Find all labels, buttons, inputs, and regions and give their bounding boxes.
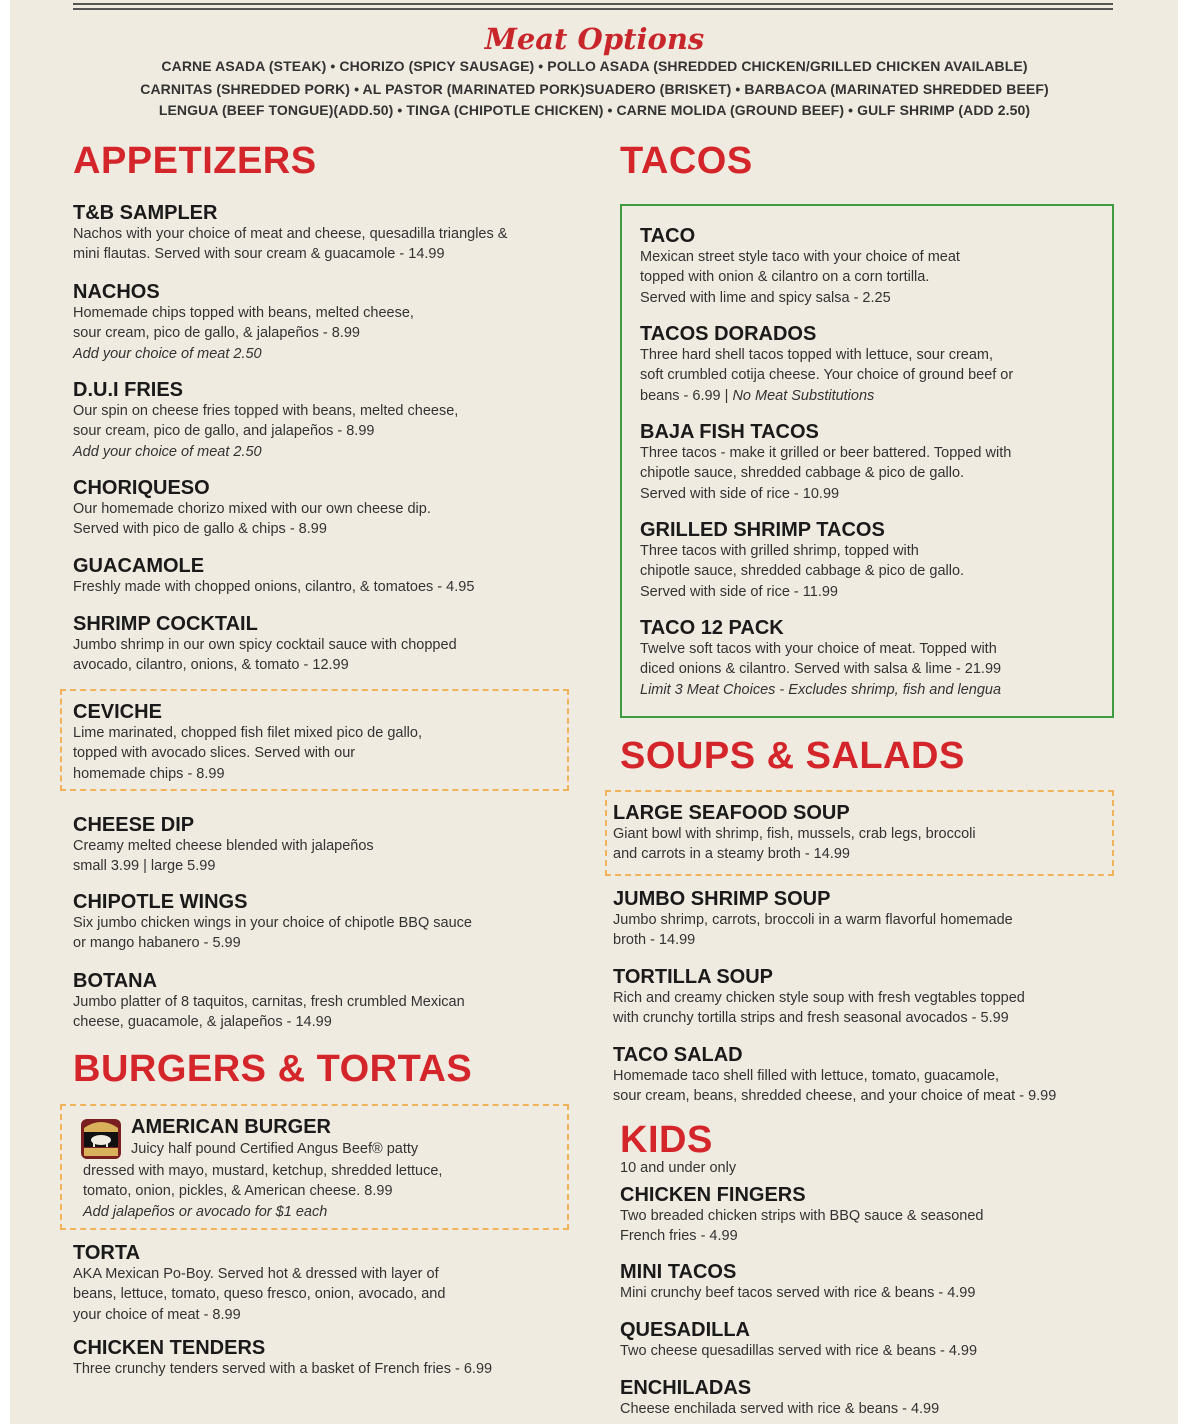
item-desc: Lime marinated, chopped fish filet mixed pico de gallo, — [73, 725, 422, 741]
item-desc: dressed with mayo, mustard, ketchup, shredded lettuce, — [83, 1163, 443, 1179]
item-desc: Three tacos - make it grilled or beer battered. Topped with — [640, 445, 1012, 461]
item-note: Add your choice of meat 2.50 — [73, 443, 262, 460]
meat-options-title: Meat Options — [484, 22, 705, 56]
item-name: CHORIQUESO — [73, 477, 210, 499]
item-name: TORTA — [73, 1242, 141, 1264]
item-desc: diced onions & cilantro. Served with salsa & lime - 21.99 — [640, 661, 1002, 678]
item-name: JUMBO SHRIMP SOUP — [613, 888, 831, 910]
item-desc: soft crumbled cotija cheese. Your choice of ground beef or — [640, 367, 1014, 384]
item-desc: broth - 14.99 — [613, 932, 696, 949]
item-desc-last — [640, 386, 1013, 406]
item-desc: Mini crunchy beef tacos served with rice & beans - 4.99 — [620, 1285, 976, 1301]
item-name: D.U.I FRIES — [73, 379, 184, 401]
item-desc: small 3.99 | large 5.99 — [73, 858, 216, 875]
item-desc: sour cream, beans, shredded cheese, and your choice of meat - 9.99 — [613, 1088, 1057, 1105]
item-desc: sour cream, pico de gallo, and jalapeños - 8.99 — [73, 423, 375, 440]
item-name: CHIPOTLE WINGS — [73, 891, 248, 913]
appetizers-heading: APPETIZERS — [73, 140, 317, 182]
item-desc: French fries - 4.99 — [620, 1228, 738, 1245]
menu-item-botana — [73, 970, 465, 1033]
menu-item-tortilla-soup — [613, 966, 1025, 1029]
menu-item-cheese-dip — [73, 814, 374, 877]
item-desc: Nachos with your choice of meat and cheese, quesadilla triangles & — [73, 226, 508, 242]
menu-item-american-burger-title — [131, 1116, 418, 1159]
item-desc: or mango habanero - 5.99 — [73, 935, 241, 952]
item-note: No Meat Substitutions — [732, 387, 875, 404]
kids-subtitle: 10 and under only — [620, 1160, 737, 1176]
item-name: GRILLED SHRIMP TACOS — [640, 519, 885, 541]
item-desc: Homemade chips topped with beans, melted cheese, — [73, 305, 414, 321]
meat-options-line: CARNE ASADA (STEAK) • CHORIZO (SPICY SAUSAGE) • POLLO ASADA (SHREDDED CHICKEN/GRILLED CHICKEN AVAILABLE) — [161, 58, 1028, 74]
item-name: CHEESE DIP — [73, 814, 195, 836]
item-desc: avocado, cilantro, onions, & tomato - 12.99 — [73, 657, 349, 674]
item-name: TACO 12 PACK — [640, 617, 784, 639]
item-desc: Jumbo shrimp, carrots, broccoli in a warm flavorful homemade — [613, 912, 1013, 928]
item-name: T&B SAMPLER — [73, 202, 218, 224]
menu-item-tb-sampler — [73, 202, 507, 265]
item-name: LARGE SEAFOOD SOUP — [613, 802, 850, 824]
item-name: BOTANA — [73, 970, 158, 992]
top-rule-2 — [73, 8, 1113, 10]
item-desc: and carrots in a steamy broth - 14.99 — [613, 846, 850, 863]
item-desc: Jumbo platter of 8 taquitos, carnitas, fresh crumbled Mexican — [73, 994, 465, 1010]
item-price-text: beans - 6.99 | — [640, 387, 733, 404]
meat-options-line: CARNITAS (SHREDDED PORK) • AL PASTOR (MARINATED PORK)SUADERO (BRISKET) • BARBACOA (MARINATED SHREDDED BEEF) — [140, 81, 1049, 97]
menu-item-nachos — [73, 281, 414, 364]
item-desc: Two breaded chicken strips with BBQ sauce & seasoned — [620, 1208, 984, 1224]
kids-heading: KIDS — [620, 1119, 713, 1161]
menu-item-chicken-fingers — [620, 1184, 984, 1247]
menu-item-taco — [640, 225, 960, 308]
item-desc: Giant bowl with shrimp, fish, mussels, crab legs, broccoli — [613, 826, 976, 842]
item-desc: your choice of meat - 8.99 — [73, 1306, 241, 1323]
item-desc: Three crunchy tenders served with a basket of French fries - 6.99 — [73, 1361, 493, 1377]
menu-item-mini-tacos — [620, 1261, 975, 1303]
soups-salads-heading: SOUPS & SALADS — [620, 735, 965, 777]
burgers-tortas-heading: BURGERS & TORTAS — [73, 1048, 473, 1090]
item-desc: Creamy melted cheese blended with jalapeños — [73, 838, 374, 854]
item-desc: topped with onion & cilantro on a corn tortilla. — [640, 269, 930, 286]
item-desc: Served with lime and spicy salsa - 2.25 — [640, 289, 891, 306]
item-name: SHRIMP COCKTAIL — [73, 613, 258, 635]
item-desc: Homemade taco shell filled with lettuce, tomato, guacamole, — [613, 1068, 1000, 1084]
menu-item-american-burger — [83, 1161, 442, 1222]
menu-item-tacos-dorados — [640, 323, 1013, 406]
top-rule — [73, 3, 1113, 5]
item-name: CHICKEN FINGERS — [620, 1184, 806, 1206]
item-desc: Twelve soft tacos with your choice of meat. Topped with — [640, 641, 997, 657]
item-desc: sour cream, pico de gallo, & jalapeños - 8.99 — [73, 325, 360, 342]
menu-item-chipotle-wings — [73, 891, 472, 954]
menu-item-guacamole — [73, 555, 474, 597]
item-name: CHICKEN TENDERS — [73, 1337, 266, 1359]
item-name: AMERICAN BURGER — [131, 1116, 331, 1138]
item-name: TACO — [640, 225, 696, 247]
menu-item-quesadilla — [620, 1319, 977, 1361]
item-name: TACO SALAD — [613, 1044, 743, 1066]
item-desc: Six jumbo chicken wings in your choice of chipotle BBQ sauce — [73, 915, 472, 931]
menu-item-taco-12-pack — [640, 617, 1001, 700]
item-name: QUESADILLA — [620, 1319, 750, 1341]
item-desc: topped with avocado slices. Served with our — [73, 745, 356, 762]
item-desc: Two cheese quesadillas served with rice & beans - 4.99 — [620, 1343, 978, 1359]
certified-angus-beef-logo-icon — [80, 1118, 122, 1160]
item-name: CEVICHE — [73, 701, 162, 723]
item-desc: Freshly made with chopped onions, cilantro, & tomatoes - 4.95 — [73, 579, 475, 595]
item-desc: Rich and creamy chicken style soup with fresh vegtables topped — [613, 990, 1025, 1006]
item-desc: mini flautas. Served with sour cream & guacamole - 14.99 — [73, 246, 445, 263]
meat-options-line: LENGUA (BEEF TONGUE)(ADD.50) • TINGA (CHIPOTLE CHICKEN) • CARNE MOLIDA (GROUND BEEF) • GULF SHRIMP (ADD 2.50) — [158, 102, 1031, 118]
menu-item-torta — [73, 1242, 445, 1325]
item-name: GUACAMOLE — [73, 555, 205, 577]
menu-item-grilled-shrimp-tacos — [640, 519, 964, 602]
item-note: Limit 3 Meat Choices - Excludes shrimp, fish and lengua — [640, 681, 1002, 698]
menu-item-choriqueso — [73, 477, 431, 540]
item-desc: Three tacos with grilled shrimp, topped with — [640, 543, 919, 559]
menu-item-large-seafood-soup — [613, 802, 976, 865]
item-name: TORTILLA SOUP — [613, 966, 773, 988]
item-desc: beans, lettuce, tomato, queso fresco, onion, avocado, and — [73, 1286, 446, 1303]
item-desc: with crunchy tortilla strips and fresh seasonal avocados - 5.99 — [613, 1010, 1009, 1027]
item-desc: Served with side of rice - 11.99 — [640, 583, 838, 600]
item-desc: chipotle sauce, shredded cabbage & pico de gallo. — [640, 563, 965, 580]
item-desc: chipotle sauce, shredded cabbage & pico de gallo. — [640, 465, 965, 482]
menu-item-taco-salad — [613, 1044, 1056, 1107]
item-desc: Our homemade chorizo mixed with our own cheese dip. — [73, 501, 431, 517]
item-name: TACOS DORADOS — [640, 323, 817, 345]
item-name: BAJA FISH TACOS — [640, 421, 819, 443]
item-desc: Our spin on cheese fries topped with beans, melted cheese, — [73, 403, 459, 419]
menu-item-chicken-tenders — [73, 1337, 492, 1379]
menu-item-enchiladas — [620, 1377, 939, 1419]
menu-item-jumbo-shrimp-soup — [613, 888, 1013, 951]
menu-item-baja-fish-tacos — [640, 421, 1011, 504]
item-desc: homemade chips - 8.99 — [73, 765, 225, 782]
item-name: ENCHILADAS — [620, 1377, 752, 1399]
item-desc: Served with side of rice - 10.99 — [640, 485, 840, 502]
item-desc: Three hard shell tacos topped with lettuce, sour cream, — [640, 347, 994, 363]
item-desc: Jumbo shrimp in our own spicy cocktail sauce with chopped — [73, 637, 457, 653]
item-desc: Served with pico de gallo & chips - 8.99 — [73, 521, 327, 538]
item-desc: tomato, onion, pickles, & American cheese. 8.99 — [83, 1183, 393, 1200]
tacos-heading: TACOS — [620, 140, 753, 182]
item-desc: AKA Mexican Po-Boy. Served hot & dressed with layer of — [73, 1266, 439, 1282]
item-desc: Juicy half pound Certified Angus Beef® patty — [131, 1141, 419, 1157]
item-desc: Mexican street style taco with your choice of meat — [640, 249, 960, 265]
menu-item-shrimp-cocktail — [73, 613, 457, 676]
item-desc: Cheese enchilada served with rice & beans - 4.99 — [620, 1401, 940, 1417]
menu-item-dui-fries — [73, 379, 458, 462]
item-name: NACHOS — [73, 281, 160, 303]
item-note: Add jalapeños or avocado for $1 each — [83, 1203, 328, 1220]
item-name: MINI TACOS — [620, 1261, 737, 1283]
item-note: Add your choice of meat 2.50 — [73, 345, 262, 362]
item-desc: cheese, guacamole, & jalapeños - 14.99 — [73, 1014, 332, 1031]
menu-item-ceviche — [73, 701, 422, 784]
